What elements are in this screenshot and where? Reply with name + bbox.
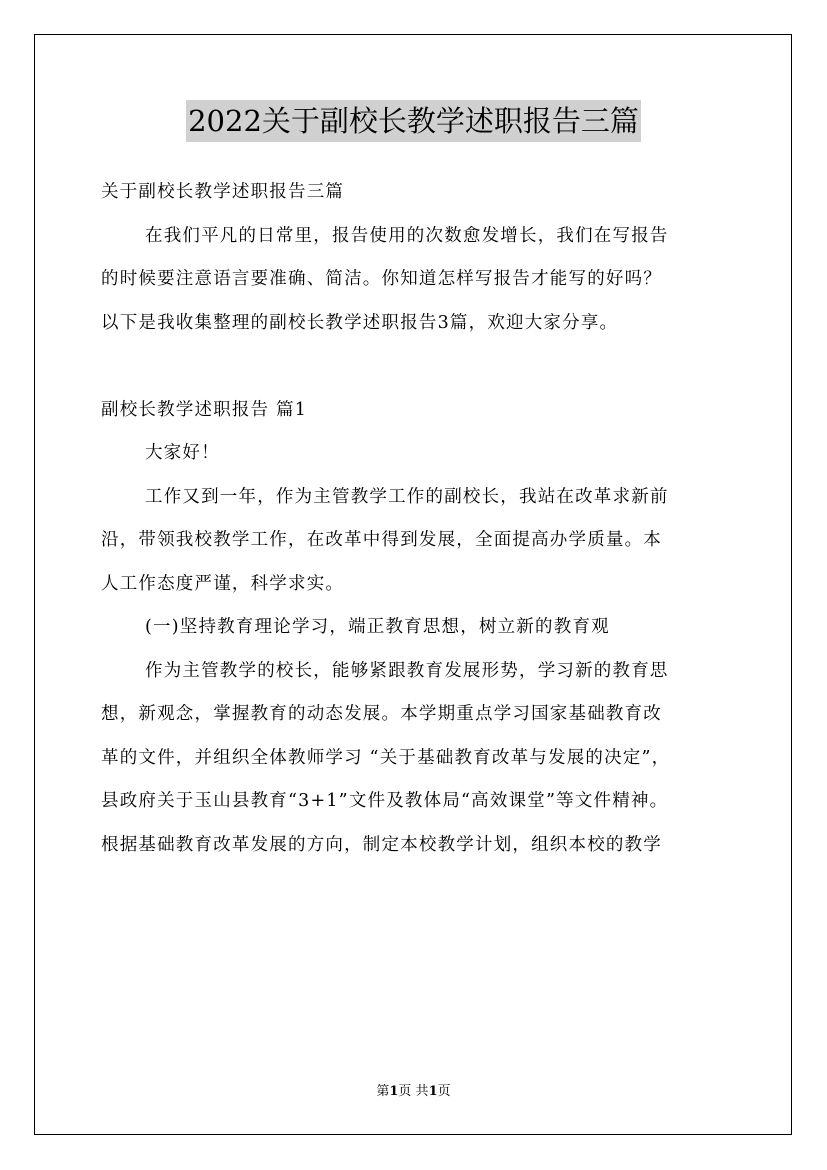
paragraph-line: 副校长教学述职报告 篇1: [101, 399, 308, 420]
paragraph-line: 根据基础教育改革发展的方向，制定本校教学计划，组织本校的教学: [101, 834, 662, 855]
footer-prefix: 第: [376, 1084, 390, 1099]
page-footer: [0, 1083, 827, 1101]
blank-line: [101, 345, 731, 389]
paragraph-line: 人工作态度严谨，科学求实。: [101, 573, 345, 594]
footer-middle: 页 共: [398, 1084, 429, 1099]
title-container: [0, 100, 827, 142]
paragraph-line: 县政府关于玉山县教育“3+1”文件及教体局“高效课堂”等文件精神。: [101, 791, 669, 811]
paragraph-line: 关于副校长教学述职报告三篇: [101, 182, 345, 202]
footer-page-number: 1: [389, 1084, 399, 1099]
paragraph-line: 大家好！: [145, 443, 220, 463]
paragraph-line: 在我们平凡的日常里，报告使用的次数愈发增长，我们在写报告: [145, 225, 669, 246]
footer-total-pages: 1: [428, 1084, 438, 1099]
document-body: [101, 171, 731, 867]
paragraph-line: 工作又到一年，作为主管教学工作的副校长，我站在改革求新前: [145, 486, 669, 507]
paragraph-line: (一)坚持教育理论学习，端正教育思想，树立新的教育观: [145, 617, 610, 637]
paragraph-line: 想，新观念，掌握教育的动态发展。本学期重点学习国家基础教育改: [101, 704, 662, 724]
document-title: 2022关于副校长教学述职报告三篇: [186, 100, 641, 142]
paragraph-line: 革的文件，并组织全体教师学习 “关于基础教育改革与发展的决定”，: [101, 747, 671, 768]
paragraph-line: 沿，带领我校教学工作，在改革中得到发展，全面提高办学质量。本: [101, 530, 662, 550]
paragraph-line: 的时候要注意语言要准确、简洁。你知道怎样写报告才能写的好吗？: [101, 269, 662, 289]
footer-suffix: 页: [437, 1084, 451, 1099]
paragraph-line: 作为主管教学的校长，能够紧跟教育发展形势，学习新的教育思: [145, 660, 669, 681]
paragraph-line: 以下是我收集整理的副校长教学述职报告3篇，欢迎大家分享。: [101, 312, 619, 333]
